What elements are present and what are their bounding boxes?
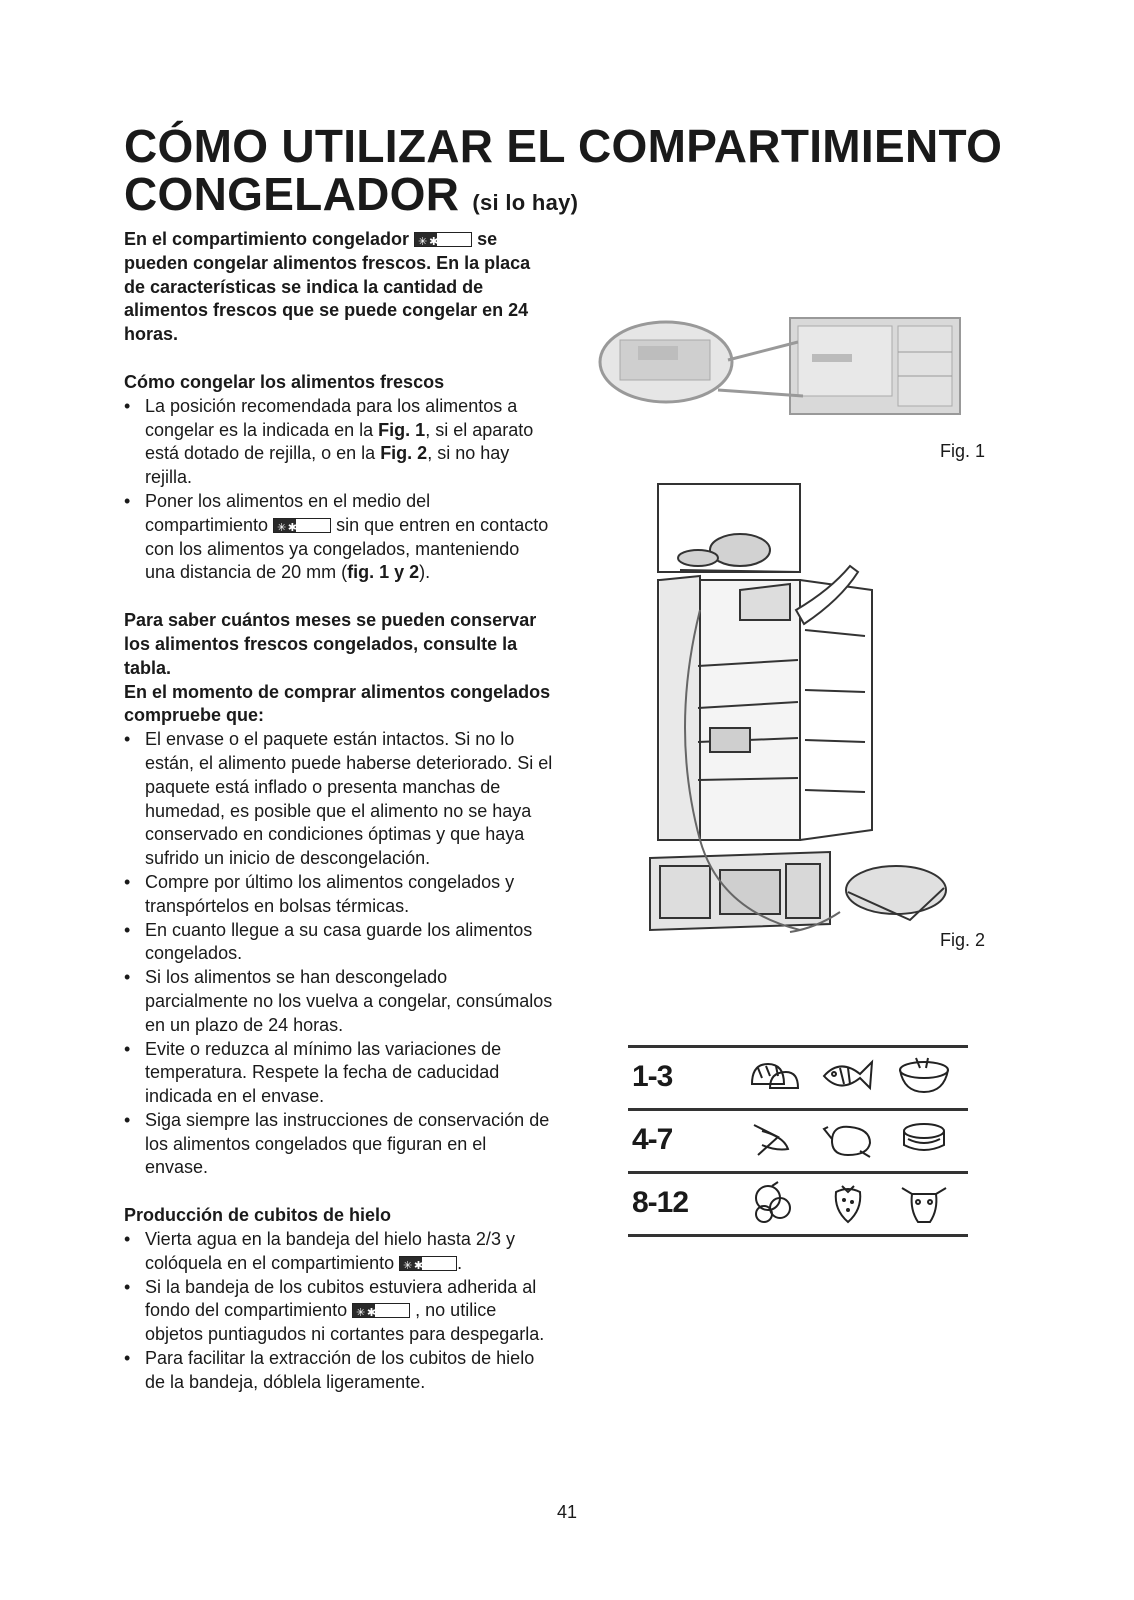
text: ). xyxy=(419,562,431,583)
fish-icon xyxy=(820,1054,876,1096)
list-item: • Siga siempre las instrucciones de conservación de los alimentos congelados que figuran en el envase. xyxy=(124,1109,554,1180)
title-suffix: (si lo hay) xyxy=(472,190,579,215)
fig2-label: Fig. 2 xyxy=(940,930,986,950)
freezer-star-icon xyxy=(399,1256,457,1271)
list-item: • Evite o reduzca al mínimo las variaciones de temperatura. Respete la fecha de caducidad indicada en el envase. xyxy=(124,1038,554,1109)
fig1-label: Fig. 1 xyxy=(940,441,986,461)
bread-icon xyxy=(748,1054,800,1096)
page-number: 41 xyxy=(556,1502,578,1522)
text: sin que entren en contacto con los alimentos ya congelados, manteniendo una distancia de 20 mm ( xyxy=(145,514,549,583)
list-item: • Para facilitar la extracción de los cubitos de hielo de la bandeja, dóblela ligeramente. xyxy=(124,1347,554,1395)
buy-heading-2: En el momento de comprar alimentos congelados compruebe que: xyxy=(124,681,551,726)
intro-paragraph xyxy=(124,228,554,347)
freeze-heading: Cómo congelar los alimentos frescos xyxy=(124,371,445,392)
chicken-icon xyxy=(820,1117,876,1159)
table-row xyxy=(628,1108,968,1171)
list-item xyxy=(124,395,554,490)
text: , si el aparato está dotado de rejilla, o en la xyxy=(145,419,534,464)
freezer-star-icon xyxy=(414,232,472,247)
months-label: 8-12 xyxy=(632,1186,689,1219)
strawberry-icon xyxy=(820,1180,876,1226)
soup-bowl-icon xyxy=(896,1054,952,1096)
text: La posición recomendada para los alimentos a congelar es la indicada en la xyxy=(145,395,518,440)
fish-fillet-icon xyxy=(748,1117,800,1159)
storage-table xyxy=(628,1045,968,1237)
vegetables-icon xyxy=(748,1180,800,1226)
list-item: • Si los alimentos se han descongelado parcialmente no los vuelva a congelar, consúmalos en un plazo de 24 horas. xyxy=(124,966,554,1037)
text: , no utilice objetos puntiagudos ni cortantes para despegarla. xyxy=(145,1300,545,1345)
table-row xyxy=(628,1171,968,1237)
freezer-star-icon xyxy=(273,518,331,533)
fig-ref: Fig. 2 xyxy=(380,443,428,464)
page-title xyxy=(124,122,1002,227)
table-row xyxy=(628,1045,968,1108)
text: Vierta agua en la bandeja del hielo hasta 2/3 y colóquela en el compartimiento xyxy=(145,1229,515,1273)
cheese-icon xyxy=(896,1117,952,1159)
fig1-illustration xyxy=(598,312,970,418)
list-item: • El envase o el paquete están intactos. Si no lo están, el alimento puede haberse deteriorado. Si el paquete está inflado o presenta manchas de humedad, es posible que el alimento no se haya conservado en condiciones óptimas y que haya sufrido un inicio de descongelación. xyxy=(124,728,554,871)
cow-icon xyxy=(896,1180,952,1226)
text: Poner los alimentos en el medio del compartimiento xyxy=(145,490,431,535)
list-item xyxy=(124,1228,554,1276)
months-label: 4-7 xyxy=(632,1123,673,1156)
fig-ref: fig. 1 y 2 xyxy=(347,562,420,583)
freezer-star-icon xyxy=(352,1303,410,1318)
text-column xyxy=(124,228,554,1395)
fig2-illustration xyxy=(640,480,950,946)
ice-heading: Producción de cubitos de hielo xyxy=(124,1205,392,1226)
list-item xyxy=(124,490,554,585)
months-label: 1-3 xyxy=(632,1060,673,1093)
ice-list xyxy=(124,1228,554,1395)
title-line2: CONGELADOR xyxy=(124,168,460,220)
buy-list xyxy=(124,728,554,1180)
freeze-list xyxy=(124,395,554,585)
list-item: • En cuanto llegue a su casa guarde los alimentos congelados. xyxy=(124,919,554,967)
list-item: • Compre por último los alimentos congelados y transpórtelos en bolsas térmicas. xyxy=(124,871,554,919)
fig-ref: Fig. 1 xyxy=(378,419,426,440)
text: Si la bandeja de los cubitos estuviera adherida al fondo del compartimiento xyxy=(145,1276,537,1321)
list-item xyxy=(124,1276,554,1347)
text: , si no hay rejilla. xyxy=(145,443,510,488)
buy-heading-1: Para saber cuántos meses se pueden conservar los alimentos frescos congelados, consulte la tabla. xyxy=(124,610,537,678)
title-line1: CÓMO UTILIZAR EL COMPARTIMIENTO xyxy=(124,120,1003,172)
intro-text-1: En el compartimiento congelador xyxy=(124,229,410,249)
intro-text-2: se pueden congelar alimentos frescos. En la placa de características se indica la cantidad de alimentos frescos que se puede congelar en 24 horas. xyxy=(124,229,531,345)
text: . xyxy=(457,1252,463,1273)
